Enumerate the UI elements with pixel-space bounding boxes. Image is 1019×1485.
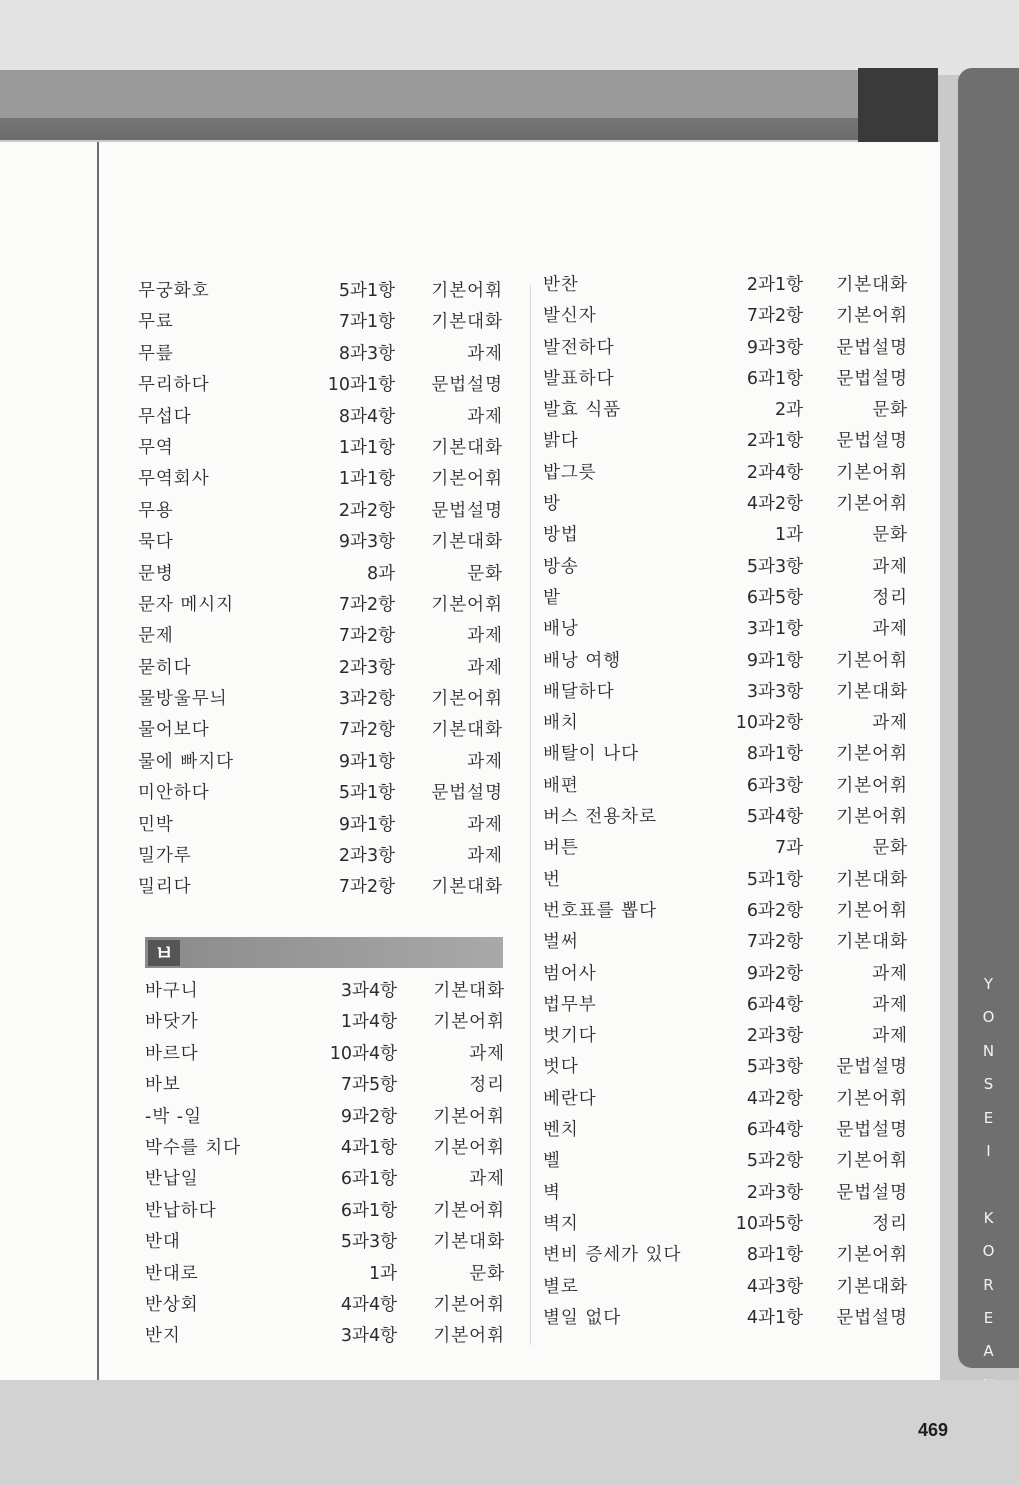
index-entry [543,333,908,364]
side-tab-title [958,968,1019,1435]
index-entry [543,646,908,677]
entry-lesson: 7과2항 [746,306,803,327]
index-entry [543,739,908,770]
entry-word: 무료 [138,312,174,333]
entry-lesson: 9과2항 [340,1106,397,1127]
entry-word: 배낭 여행 [543,650,622,671]
entry-lesson: 4과3항 [746,1276,803,1297]
entry-lesson: 2과4항 [746,462,803,483]
entry-section: 과제 [872,994,908,1015]
index-entry [145,1133,505,1164]
index-entry [543,677,908,708]
entry-lesson: 4과1항 [746,1307,803,1328]
entry-section: 기본어휘 [836,1088,908,1109]
entry-section: 기본어휘 [836,306,908,327]
index-entry [138,684,503,715]
index-entry [138,339,503,370]
side-tab [958,68,1019,1368]
entry-lesson: 3과2항 [338,689,395,710]
entry-word: 번호표를 뽑다 [543,900,657,921]
entry-word: 버스 전용차로 [543,807,657,828]
index-entry [543,301,908,332]
header-dark-block [858,68,938,144]
entry-lesson: 5과3항 [340,1232,397,1253]
entry-lesson: 10과2항 [735,713,803,734]
entry-section: 정리 [469,1075,505,1096]
side-tab-letter [958,1168,1019,1201]
entry-lesson: 10과1항 [327,375,395,396]
entry-section: 기본어휘 [433,1012,505,1033]
index-entry [543,583,908,614]
entry-lesson: 7과2항 [338,594,395,615]
index-entry [543,771,908,802]
entry-lesson: 5과1항 [746,869,803,890]
index-entry [543,489,908,520]
index-entry [138,402,503,433]
entry-lesson: 2과2항 [338,500,395,521]
entry-word: 무궁화호 [138,281,210,301]
entry-word: 밝다 [543,431,579,452]
entry-lesson: 2과 [774,400,803,421]
side-tab-letter: I [986,1141,991,1160]
scan-background-bottom [0,1380,1019,1485]
entry-section: 기본어휘 [836,744,908,765]
entry-lesson: 10과5항 [735,1213,803,1234]
entry-section: 기본어휘 [433,1294,505,1315]
entry-lesson: 4과2항 [746,1088,803,1109]
entry-lesson: 9과1항 [338,814,395,835]
entry-section: 문법설명 [836,368,908,389]
entry-section: 기본어휘 [836,775,908,796]
entry-word: 배낭 [543,619,579,640]
entry-lesson: 9과2항 [746,963,803,984]
entry-lesson: 7과2항 [338,626,395,647]
entry-section: 기본어휘 [431,281,503,301]
entry-section: 과제 [467,846,503,867]
entry-section: 문법설명 [836,1307,908,1328]
entry-section: 과제 [872,619,908,640]
entry-lesson: 2과3항 [338,657,395,678]
index-entry [138,590,503,621]
entry-word: 범어사 [543,963,597,984]
side-tab-letter: K [983,1208,994,1227]
entry-lesson: 3과4항 [340,1326,397,1347]
entry-lesson: 8과4항 [338,406,395,427]
entry-lesson: 8과1항 [746,1245,803,1266]
entry-word: 문병 [138,563,174,584]
index-column-right [543,270,908,1334]
entry-lesson: 6과1항 [340,1169,397,1190]
side-tab-letter: S [983,1075,994,1094]
index-entry [145,1007,505,1038]
entry-lesson: 6과1항 [746,368,803,389]
entry-lesson: 2과1항 [746,431,803,452]
index-entry [543,1303,908,1334]
entry-lesson: 7과2항 [338,877,395,898]
entry-word: 무릎 [138,343,174,364]
entry-word: 묻히다 [138,657,192,678]
index-entry [138,464,503,495]
entry-lesson: 8과1항 [746,744,803,765]
entry-lesson: 2과3항 [338,846,395,867]
index-entry [543,865,908,896]
entry-section: 과제 [467,406,503,427]
entry-word: 배치 [543,713,579,734]
side-tab-letter: N [982,1041,995,1060]
index-entry [138,653,503,684]
entry-lesson: 3과1항 [746,619,803,640]
entry-section: 기본대화 [836,275,908,295]
entry-section: 기본어휘 [836,900,908,921]
side-tab-letter: E [983,1308,994,1327]
entry-word: 반대 [145,1232,181,1253]
entry-word: 방송 [543,556,579,577]
entry-section: 과제 [467,626,503,647]
index-entry [543,364,908,395]
entry-word: 미안하다 [138,783,210,804]
entry-section: 기본어휘 [433,1137,505,1158]
entry-lesson: 9과3항 [338,532,395,553]
entry-word: 물방울무늬 [138,689,228,710]
column-divider [530,285,531,1345]
entry-section: 과제 [872,963,908,984]
index-entry [145,1102,505,1133]
entry-word: 무역회사 [138,469,210,490]
entry-section: 기본어휘 [836,650,908,671]
index-entry [145,1196,505,1227]
index-entry [543,1146,908,1177]
entry-lesson: 6과2항 [746,900,803,921]
index-entry [138,433,503,464]
index-entry [543,1272,908,1303]
entry-lesson: 1과 [368,1263,397,1284]
entry-lesson: 5과3항 [746,556,803,577]
index-entry [145,1259,505,1290]
entry-section: 기본대화 [431,312,503,333]
index-entry [145,1227,505,1258]
entry-word: 문제 [138,626,174,647]
entry-section: 과제 [467,751,503,772]
header-band [0,70,860,140]
entry-section: 과제 [467,814,503,835]
entry-word: 물에 빠지다 [138,751,235,772]
side-tab-letter: O [982,1008,995,1027]
entry-word: 벗기다 [543,1026,597,1047]
entry-lesson: 2과3항 [746,1182,803,1203]
entry-section: 기본어휘 [433,1326,505,1347]
index-entry [543,990,908,1021]
page-number: 469 [918,1420,949,1440]
entry-word: 별로 [543,1276,579,1297]
index-entry [543,927,908,958]
entry-lesson: 3과3항 [746,681,803,702]
side-tab-letter: O [982,1242,995,1261]
index-entry [138,307,503,338]
entry-section: 기본대화 [431,720,503,741]
entry-word: 물어보다 [138,720,210,741]
index-entry [543,520,908,551]
entry-section: 기본어휘 [433,1106,505,1127]
entry-section: 문법설명 [431,783,503,804]
entry-section: 정리 [872,587,908,608]
entry-word: 발신자 [543,306,597,327]
index-entry [543,1115,908,1146]
entry-lesson: 5과1항 [338,281,395,301]
entry-word: 법무부 [543,994,597,1015]
entry-lesson: 9과3항 [746,337,803,358]
entry-lesson: 3과4항 [340,981,397,1001]
entry-section: 문화 [872,400,908,421]
index-entry [145,1321,505,1352]
entry-word: 버튼 [543,838,579,859]
index-column-left-b [145,976,505,1353]
entry-section: 과제 [469,1043,505,1064]
entry-section: 문화 [467,563,503,584]
index-entry [543,426,908,457]
entry-section: 문화 [872,525,908,546]
entry-word: 무섭다 [138,406,192,427]
entry-lesson: 7과5항 [340,1075,397,1096]
entry-word: 무용 [138,500,174,521]
index-entry [543,1084,908,1115]
entry-word: 방법 [543,525,579,546]
entry-section: 기본어휘 [431,469,503,490]
entry-word: 발효 식품 [543,400,622,421]
entry-lesson: 2과3항 [746,1026,803,1047]
entry-word: 방 [543,494,561,515]
entry-lesson: 5과3항 [746,1057,803,1078]
entry-word: 배달하다 [543,681,615,702]
entry-section: 기본대화 [433,981,505,1001]
index-entry [543,1021,908,1052]
entry-section: 과제 [469,1169,505,1190]
index-entry [543,802,908,833]
entry-word: 무리하다 [138,375,210,396]
entry-word: 반납하다 [145,1200,217,1221]
entry-lesson: 5과1항 [338,783,395,804]
entry-word: 배편 [543,775,579,796]
entry-lesson: 7과1항 [338,312,395,333]
entry-lesson: 8과 [366,563,395,584]
entry-section: 기본어휘 [836,807,908,828]
entry-word: 밀리다 [138,877,192,898]
entry-section: 기본어휘 [836,1151,908,1172]
index-column-left [138,276,503,904]
entry-section: 문화 [469,1263,505,1284]
index-entry [543,1240,908,1271]
entry-word: 벨 [543,1151,561,1172]
entry-section: 기본어휘 [836,462,908,483]
index-entry [543,708,908,739]
index-entry [138,715,503,746]
entry-lesson: 7과2항 [338,720,395,741]
index-entry [145,1290,505,1321]
side-tab-letter: E [983,1108,994,1127]
entry-section: 과제 [872,713,908,734]
entry-word: 반납일 [145,1169,199,1190]
entry-section: 문법설명 [836,431,908,452]
entry-word: 묵다 [138,532,174,553]
entry-section: 문법설명 [836,1182,908,1203]
entry-word: 벌써 [543,932,579,953]
entry-lesson: 6과5항 [746,587,803,608]
entry-lesson: 6과3항 [746,775,803,796]
entry-word: 밀가루 [138,846,192,867]
entry-lesson: 2과1항 [746,275,803,295]
side-tab-letter: A [983,1342,994,1361]
index-entry [138,276,503,307]
entry-word: 밭 [543,587,561,608]
index-entry [543,896,908,927]
index-entry [138,527,503,558]
index-entry [138,370,503,401]
index-entry [138,496,503,527]
entry-word: 배탈이 나다 [543,744,640,765]
entry-lesson: 4과1항 [340,1137,397,1158]
entry-lesson: 6과1항 [340,1200,397,1221]
entry-lesson: 8과3항 [338,343,395,364]
entry-section: 문법설명 [836,1057,908,1078]
entry-word: 바보 [145,1075,181,1096]
index-entry [138,778,503,809]
entry-lesson: 7과2항 [746,932,803,953]
index-entry [543,1052,908,1083]
entry-word: 변비 증세가 있다 [543,1245,682,1266]
entry-section: 과제 [872,1026,908,1047]
entry-section: 기본어휘 [433,1200,505,1221]
entry-section: 기본대화 [836,869,908,890]
entry-lesson: 9과1항 [338,751,395,772]
entry-word: 민박 [138,814,174,835]
entry-lesson: 6과4항 [746,1120,803,1141]
entry-section: 기본대화 [431,437,503,458]
index-entry [138,810,503,841]
entry-section: 기본대화 [836,932,908,953]
entry-word: 번 [543,869,561,890]
entry-lesson: 1과4항 [340,1012,397,1033]
index-entry [543,1178,908,1209]
index-entry [138,841,503,872]
entry-word: -박 -일 [145,1106,203,1127]
index-entry [138,559,503,590]
entry-section: 기본어휘 [836,494,908,515]
entry-word: 반찬 [543,275,579,295]
entry-word: 바구니 [145,981,199,1001]
entry-word: 반대로 [145,1263,199,1284]
index-entry [543,270,908,301]
index-entry [543,395,908,426]
entry-section: 정리 [872,1213,908,1234]
entry-section: 기본어휘 [431,689,503,710]
entry-lesson: 9과1항 [746,650,803,671]
entry-section: 문법설명 [431,375,503,396]
index-entry [543,833,908,864]
margin-rule [97,142,99,1380]
letter-heading-bar [145,937,503,968]
entry-lesson: 4과4항 [340,1294,397,1315]
index-entry [138,747,503,778]
index-entry [145,976,505,1007]
index-entry [543,959,908,990]
entry-section: 과제 [872,556,908,577]
index-entry [138,872,503,903]
entry-word: 벽 [543,1182,561,1203]
entry-lesson: 1과1항 [338,437,395,458]
entry-lesson: 1과1항 [338,469,395,490]
entry-section: 기본어휘 [836,1245,908,1266]
entry-section: 문법설명 [431,500,503,521]
index-entry [543,552,908,583]
side-tab-letter: R [983,1275,994,1294]
entry-word: 반지 [145,1326,181,1347]
entry-word: 무역 [138,437,174,458]
entry-word: 발표하다 [543,368,615,389]
entry-lesson: 1과 [774,525,803,546]
index-entry [145,1070,505,1101]
letter-heading: ㅂ [148,940,180,966]
entry-word: 별일 없다 [543,1307,622,1328]
index-entry [543,614,908,645]
entry-word: 발전하다 [543,337,615,358]
entry-section: 문법설명 [836,1120,908,1141]
entry-section: 과제 [467,657,503,678]
entry-lesson: 10과4항 [329,1043,397,1064]
entry-section: 기본대화 [431,877,503,898]
entry-section: 과제 [467,343,503,364]
entry-word: 벽지 [543,1213,579,1234]
entry-section: 기본대화 [431,532,503,553]
side-tab-letter: Y [983,975,994,993]
entry-word: 반상회 [145,1294,199,1315]
entry-section: 기본대화 [836,681,908,702]
entry-lesson: 6과4항 [746,994,803,1015]
entry-word: 박수를 치다 [145,1137,242,1158]
entry-lesson: 7과 [774,838,803,859]
entry-lesson: 4과2항 [746,494,803,515]
entry-word: 문자 메시지 [138,594,235,615]
entry-word: 벗다 [543,1057,579,1078]
entry-section: 기본어휘 [431,594,503,615]
index-entry [543,458,908,489]
entry-lesson: 5과2항 [746,1151,803,1172]
entry-section: 기본대화 [836,1276,908,1297]
entry-lesson: 5과4항 [746,807,803,828]
entry-word: 밥그릇 [543,462,597,483]
entry-word: 벤치 [543,1120,579,1141]
entry-section: 문법설명 [836,337,908,358]
index-entry [138,621,503,652]
entry-word: 바닷가 [145,1012,199,1033]
entry-section: 문화 [872,838,908,859]
entry-word: 베란다 [543,1088,597,1109]
entry-section: 기본대화 [433,1232,505,1253]
index-entry [145,1164,505,1195]
entry-word: 바르다 [145,1043,199,1064]
scan-background-top [0,0,1019,75]
index-entry [543,1209,908,1240]
index-entry [145,1039,505,1070]
